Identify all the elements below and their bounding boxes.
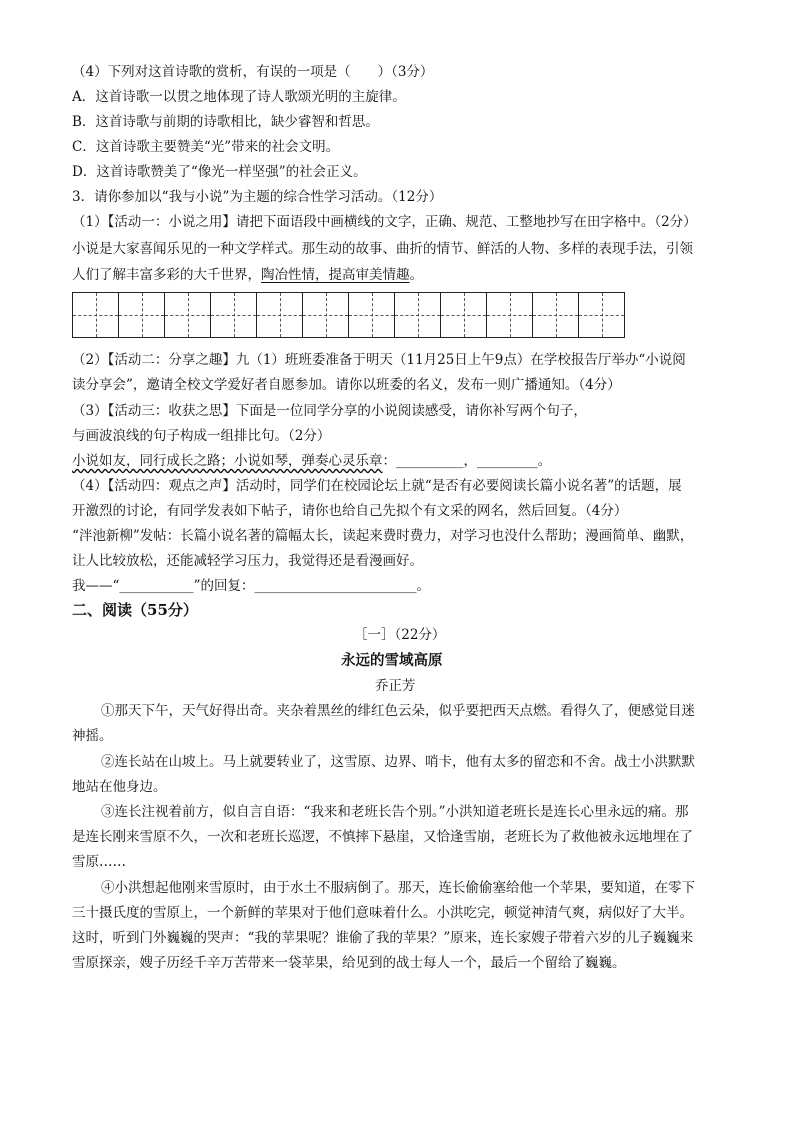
q4-option-d: D．这首诗歌赞美了“像光一样坚强”的社会正义。: [72, 164, 367, 180]
grid-cell[interactable]: [73, 293, 119, 337]
paragraph-1-line: 神摇。: [72, 728, 113, 744]
paragraph-4-line: ④小洪想起他刚来雪原时，由于水土不服病倒了。那天，连长偷偷塞给他一个苹果，要知道，在零下: [101, 880, 695, 896]
grid-cell[interactable]: [487, 293, 533, 337]
activity4-line3: “泮池新柳”发帖：长篇小说名著的篇幅太长，读起来费时费力，对学习也没什么帮助；漫画简单、幽默，: [72, 528, 694, 544]
paragraph-4-line: 雪原探亲，嫂子历经千辛万苦带来一袋苹果，给见到的战士每人一个，最后一个留给了巍巍。: [72, 955, 626, 971]
paragraph-2-line: ②连长站在山坡上。马上就要转业了，这雪原、边界、哨卡，他有太多的留恋和不舍。战士小洪默默: [101, 754, 695, 770]
activity4-line2: 开激烈的讨论，有同学发表如下帖子，请你也给自己先拟个有文采的网名，然后回复。（4分）: [72, 503, 628, 519]
activity3-line3: [72, 451, 551, 471]
tianzige-writing-grid[interactable]: [72, 292, 625, 338]
q4-option-b: B．这首诗歌与前期的诗歌相比，缺少睿智和哲思。: [72, 114, 379, 130]
grid-cell[interactable]: [165, 293, 211, 337]
q4-option-a: A．这首诗歌一以贯之地体现了诗人歌颂光明的主旋律。: [72, 89, 406, 105]
article-author: 乔正芳: [375, 678, 416, 694]
activity3-line2: 与画波浪线的句子构成一组排比句。（2分）: [72, 428, 331, 444]
paragraph-1-line: ①那天下午，天气好得出奇。夹杂着黑丝的绯红色云朵，似乎要把西天点燃。看得久了，便感觉目迷: [101, 703, 695, 719]
activity4-line4: 让人比较放松，还能减轻学习压力，我觉得还是看漫画好。: [72, 553, 423, 569]
grid-cell[interactable]: [119, 293, 165, 337]
paragraph-3-line: 是连长刚来雪原不久，一次和老班长巡逻，不慎摔下悬崖，又恰逢雪崩，老班长为了救他被永远地埋在了: [72, 829, 693, 845]
paragraph-4-line: 三十摄氏度的雪原上，一个新鲜的苹果对于他们意味着什么。小洪吃完，顿觉神清气爽，病似好了大半。: [72, 905, 693, 921]
activity3-wavy-sentence: 小说如友，同行成长之路；小说如琴，弹奏心灵乐章: [72, 453, 383, 469]
activity2-line2: 读分享会”，邀请全校文学爱好者自愿参加。请你以班委的名义，发布一则广播通知。（4分）: [72, 377, 621, 393]
activity1-passage-line1: 小说是大家喜闻乐见的一种文学样式。那生动的故事、曲折的情节、鲜活的人物、多样的表现手法，引领: [72, 241, 693, 257]
activity4-line1: （4）【活动四：观点之声】活动时，同学们在校园论坛上就“是否有必要阅读长篇小说名著”的话题，展: [72, 478, 682, 494]
paragraph-3-line: 雪原……: [72, 854, 126, 870]
q4-stem: （4）下列对这首诗歌的赏析，有误的一项是（ ）（3分）: [72, 64, 434, 80]
grid-cell[interactable]: [441, 293, 487, 337]
paragraph-4-line: 这时，听到门外巍巍的哭声：“我的苹果呢？谁偷了我的苹果？”原来，连长家嫂子带着六岁的儿子巍巍来: [72, 930, 694, 946]
activity1-instruction: （1）【活动一：小说之用】请把下面语段中画横线的文字，正确、规范、工整地抄写在田字格中。（2分）: [72, 214, 697, 230]
q4-option-c: C．这首诗歌主要赞美“光”带来的社会文明。: [72, 139, 340, 155]
q3-stem: 3．请你参加以“我与小说”为主题的综合性学习活动。（12分）: [72, 189, 443, 205]
grid-cell[interactable]: [257, 293, 303, 337]
activity3-answer-blanks[interactable]: ：__________，_________。: [382, 453, 552, 469]
grid-cell[interactable]: [579, 293, 624, 337]
grid-cell[interactable]: [533, 293, 579, 337]
activity1-passage-suffix: 。: [409, 267, 423, 283]
grid-cell[interactable]: [303, 293, 349, 337]
subsection-label: ［一］（22分）: [354, 627, 446, 643]
grid-cell[interactable]: [395, 293, 441, 337]
activity1-passage-prefix: 人们了解丰富多彩的大千世界，: [72, 267, 261, 283]
article-title: 永远的雪域高原: [341, 652, 443, 669]
section-title-reading: 二、阅读（55分）: [72, 601, 198, 619]
grid-cell[interactable]: [211, 293, 257, 337]
paragraph-2-line: 地站在他身边。: [72, 779, 167, 795]
grid-cell[interactable]: [349, 293, 395, 337]
paragraph-3-line: ③连长注视着前方，似自言自语：“我来和老班长告个别。”小洪知道老班长是连长心里永远的痛。那: [101, 804, 689, 820]
activity3-line1: （3）【活动三：收获之思】下面是一位同学分享的小说阅读感受，请你补写两个句子，: [72, 403, 587, 419]
activity2-line1: （2）【活动二：分享之趣】九（1）班班委准备于明天（11月25日上午9点）在学校报告厅举办“小说阅: [72, 352, 686, 368]
activity4-reply-line[interactable]: 我——“___________”的回复：________________________。: [72, 578, 431, 594]
activity1-passage-line2: [72, 265, 423, 285]
activity1-underlined-text: 陶冶性情，提高审美情趣: [261, 267, 410, 283]
